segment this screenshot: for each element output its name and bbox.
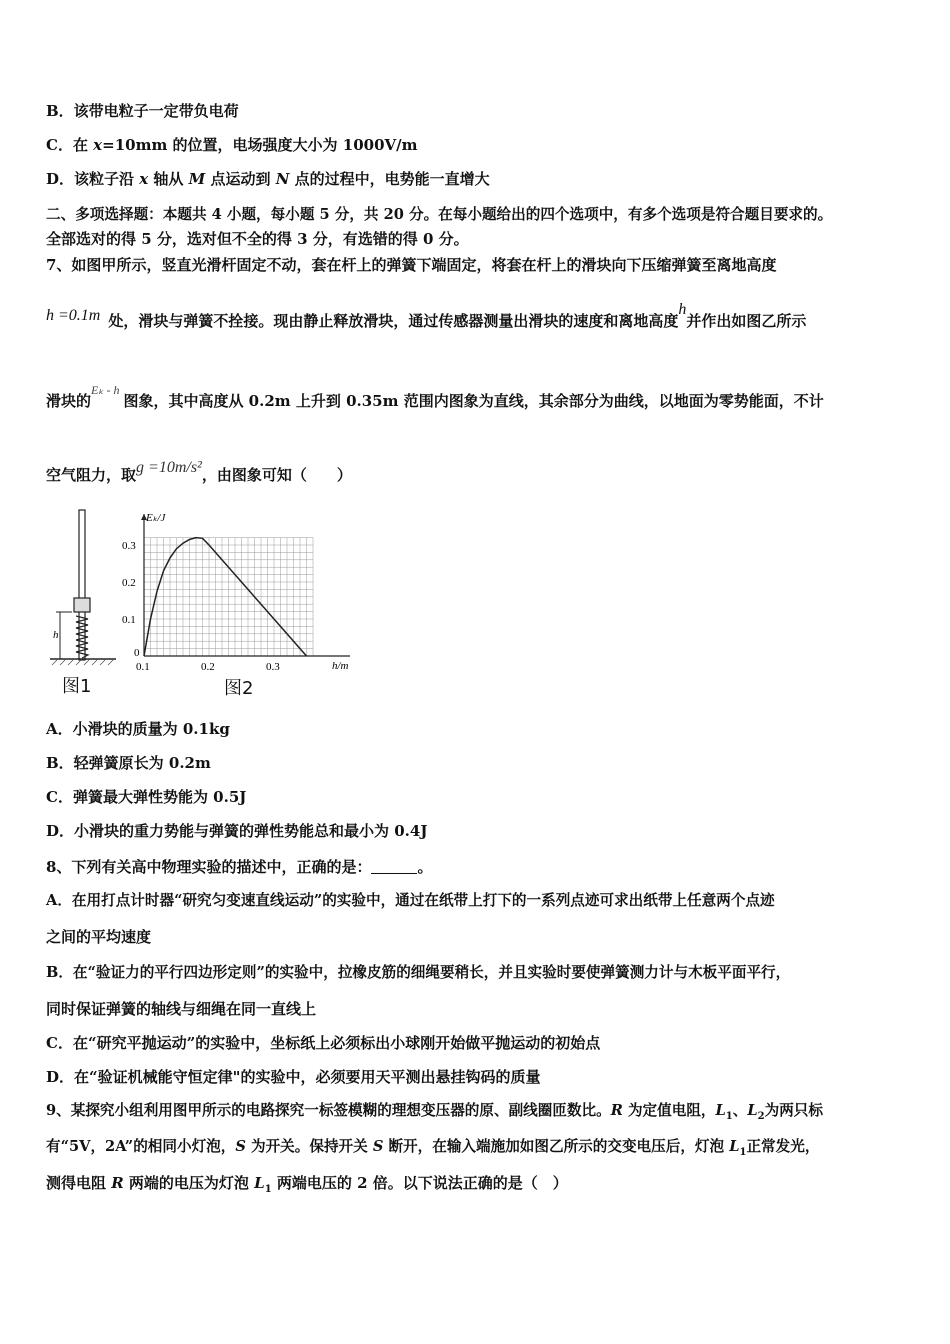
y-axis-label: Eₖ/J [146,512,166,524]
q7-stem-line3: 滑块的$^{E_k - h}$图象，其中高度从 0.2m 上升到 0.35m 范围内图象为直线，其余部分为曲线，以地面为零势能面，不计 [46,383,824,410]
section2-heading-line2: 全部选对的得 5 分，选对但不全的得 3 分，有选错的得 0 分。 [46,230,469,248]
x-tick-label: 0.3 [266,661,280,673]
q6-option-b: B．该带电粒子一定带负电荷 [46,102,239,120]
q7-stem-line4: 空气阻力，取g =10m/s²，由图象可知（ ） [46,459,352,484]
q7-figures [44,506,364,702]
q6-option-c: C．在 x=10mm 的位置，电场强度大小为 1000V/m [46,136,418,154]
q8-option-a-line2: 之间的平均速度 [46,928,152,946]
q9-stem-line2: 有“5V，2A”的相同小灯泡，S 为开关。保持开关 S 断开，在输入端施加如图乙所示的交变电压后，灯泡 $L_1$正常发光， [46,1138,820,1158]
q8-option-b-line1: B．在“验证力的平行四边形定则”的实验中，拉橡皮筋的细绳要稍长，并且实验时要使弹簧测力计与木板平面平行， [46,964,791,981]
q9-stem-line3: 测得电阻 R 两端的电压为灯泡 $L_1$ 两端电压的 2 倍。以下说法正确的是（ ） [46,1174,568,1195]
q7-option-d: D．小滑块的重力势能与弹簧的弹性势能总和最小为 0.4J [46,822,428,840]
q7-stem-line1: 7、如图甲所示，竖直光滑杆固定不动，套在杆上的弹簧下端固定，将套在杆上的滑块向下压缩弹簧至离地高度 [46,256,777,274]
h-symbol: h [678,301,687,318]
fig2-caption: 图2 [224,678,254,699]
y-tick-label: 0.3 [122,540,136,552]
y-tick-label: 0.2 [122,577,136,589]
answer-blank [371,859,417,874]
q7-option-a: A．小滑块的质量为 0.1kg [46,720,230,738]
h-equation: h =0.1m [46,307,101,324]
q8-option-c: C．在“研究平抛运动”的实验中，坐标纸上必须标出小球刚开始做平抛运动的初始点 [46,1034,601,1052]
x-tick-label: 0.1 [136,661,150,673]
q8-option-a-line1: A．在用打点计时器“研究匀变速直线运动”的实验中，通过在纸带上打下的一系列点迹可求出纸带上任意两个点迹 [46,892,775,909]
fig1-caption: 图1 [62,676,92,697]
x-axis-label: h/m [332,660,349,672]
q8-option-b-line2: 同时保证弹簧的轴线与细绳在同一直线上 [46,1000,317,1018]
q7-option-c: C．弹簧最大弹性势能为 0.5J [46,788,247,806]
fig1-h-label: h [53,629,59,641]
q7-stem-line2: h =0.1m 处，滑块与弹簧不拴接。现由静止释放滑块，通过传感器测量出滑块的速度和离地高度h并作出如图乙所示 [46,301,807,330]
q8-option-d: D．在“验证机械能守恒定律"的实验中，必须要用天平测出悬挂钩码的质量 [46,1068,541,1086]
section2-heading-line1: 二、多项选择题：本题共 4 小题，每小题 5 分，共 20 分。在每小题给出的四个选项中，有多个选项是符合题目要求的。 [46,206,833,223]
q8-stem: 8、下列有关高中物理实验的描述中，正确的是： 。 [46,858,433,876]
y-tick-label: 0.1 [122,614,136,626]
ek-h-label: Eₖ - h [91,383,120,397]
origin-label: 0 [134,647,140,659]
q6-option-d: D．该粒子沿 x 轴从 M 点运动到 N 点的过程中，电势能一直增大 [46,170,490,188]
q9-stem-line1: 9、某探究小组利用图甲所示的电路探究一标签模糊的理想变压器的原、副线圈匝数比。R 为定值电阻，$L_1$、$L_2$为两只标 [46,1102,823,1122]
g-equation: g =10m/s² [136,459,202,476]
chart-grid [144,538,313,656]
q7-option-b: B．轻弹簧原长为 0.2m [46,754,211,772]
ek-h-chart [118,506,358,676]
x-tick-label: 0.2 [201,661,215,673]
